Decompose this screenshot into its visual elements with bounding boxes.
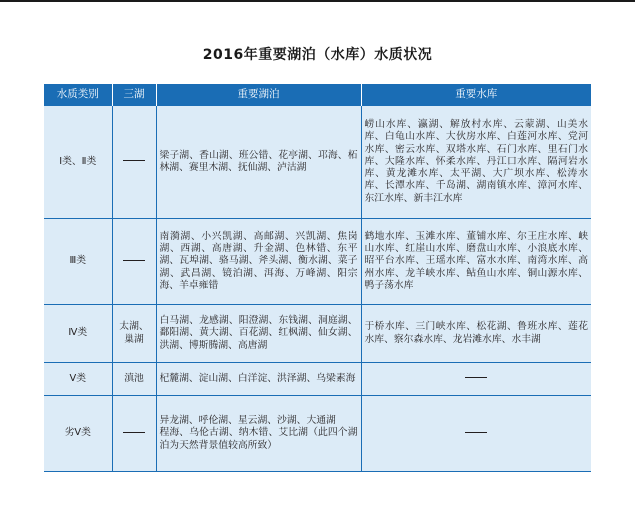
lakes-cell: 杞麓湖、淀山湖、白洋淀、洪泽湖、乌梁素海 (156, 363, 361, 396)
lakes-note: 程海、乌伦古湖、纳木错、艾比湖（此四个湖泊为天然背景值较高所致） (159, 427, 358, 451)
three-lakes-cell: 滇池 (112, 363, 156, 396)
table-header-row (44, 84, 591, 106)
category-cell: Ⅳ类 (44, 305, 112, 363)
none-dash (123, 432, 145, 433)
water-quality-table (44, 84, 591, 472)
table-row (44, 396, 591, 472)
lakes-cell: 梁子湖、香山湖、班公错、花亭湖、邛海、柘林湖、赛里木湖、抚仙湖、泸沽湖 (156, 106, 361, 219)
header-category: 水质类别 (44, 84, 112, 106)
lakes-cell: 白马湖、龙感湖、阳澄湖、东钱湖、洞庭湖、鄱阳湖、黄大湖、百花湖、红枫湖、仙女湖、洪湖、博斯腾湖、高唐湖 (156, 305, 361, 363)
table-row (44, 363, 591, 396)
header-reservoirs: 重要水库 (361, 84, 591, 106)
lakes-line: 异龙湖、呼伦湖、星云湖、沙湖、大通湖 (159, 415, 336, 427)
category-cell: Ⅰ类、Ⅱ类 (44, 106, 112, 219)
lakes-cell (156, 396, 361, 472)
table-row (44, 219, 591, 305)
none-dash (123, 260, 145, 261)
top-rule (0, 0, 635, 2)
page-title: 2016年重要湖泊（水库）水质状况 (202, 47, 433, 63)
header-three-lakes: 三湖 (112, 84, 156, 106)
reservoirs-cell: 崂山水库、瀛湖、解放村水库、云蒙湖、山美水库、白龟山水库、大伙房水库、白莲河水库、党河水库、密云水库、双塔水库、石门水库、里石门水库、大隆水库、怀柔水库、丹江口水库、隔河岩水库、黄龙滩水库、太平湖、大广坝水库、松涛水库、长潭水库、千岛湖、湖南镇水库、漳河水库、东江水库、新丰江水库 (361, 106, 591, 219)
three-lakes-cell (112, 219, 156, 305)
three-lakes-cell: 太湖、巢湖 (112, 305, 156, 363)
header-lakes: 重要湖泊 (156, 84, 361, 106)
table-row (44, 305, 591, 363)
reservoirs-cell: 于桥水库、三门峡水库、松花湖、鲁班水库、莲花水库、察尔森水库、龙岩滩水库、水丰湖 (361, 305, 591, 363)
three-lakes-cell (112, 396, 156, 472)
category-cell: Ⅴ类 (44, 363, 112, 396)
none-dash (465, 377, 487, 378)
none-dash (465, 432, 487, 433)
reservoirs-cell: 鹤地水库、玉滩水库、董铺水库、尔王庄水库、峡山水库、红崖山水库、磨盘山水库、小浪底水库、昭平台水库、王瑶水库、富水水库、南湾水库、高州水库、龙羊峡水库、鲇鱼山水库、铜山源水库、鸭子荡水库 (361, 219, 591, 305)
lakes-cell: 南漪湖、小兴凯湖、高邮湖、兴凯湖、焦岗湖、西湖、高唐湖、升金湖、色林错、东平湖、瓦埠湖、骆马湖、斧头湖、衡水湖、菜子湖、武昌湖、镜泊湖、洱海、万峰湖、阳宗海、羊卓雍错 (156, 219, 361, 305)
reservoirs-cell (361, 396, 591, 472)
category-cell: 劣Ⅴ类 (44, 396, 112, 472)
reservoirs-cell (361, 363, 591, 396)
none-dash (123, 160, 145, 161)
three-lakes-cell (112, 106, 156, 219)
category-cell: Ⅲ类 (44, 219, 112, 305)
table-row (44, 106, 591, 219)
